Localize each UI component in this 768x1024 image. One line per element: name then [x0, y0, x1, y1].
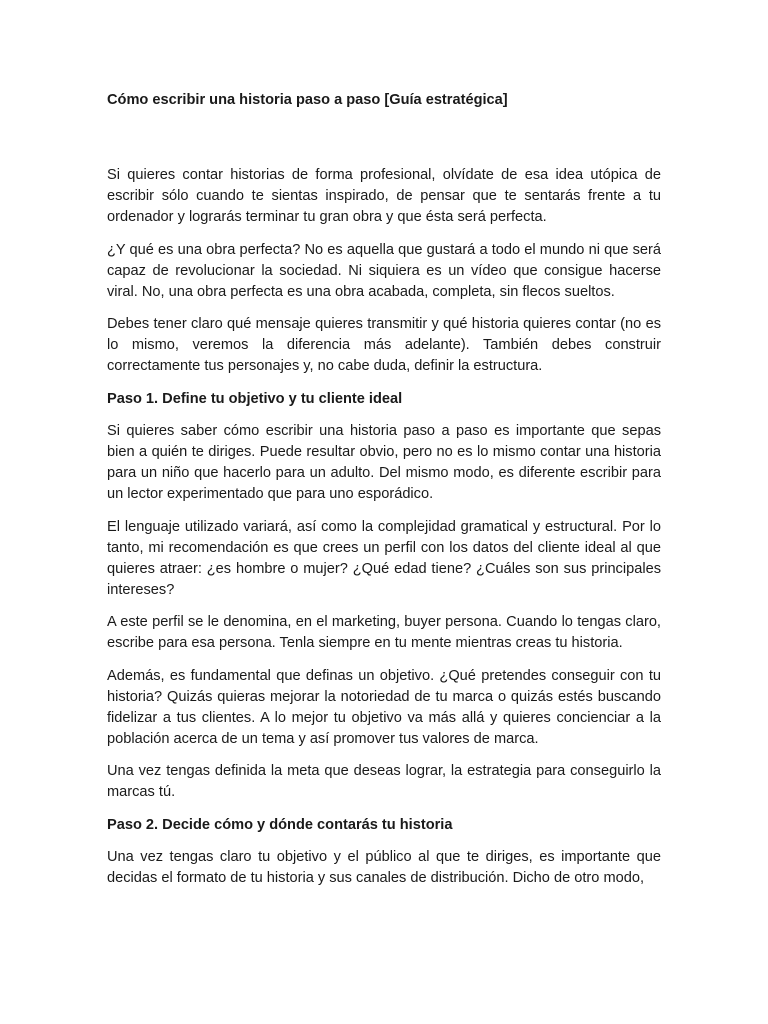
section-1-heading: Paso 1. Define tu objetivo y tu cliente ideal [107, 390, 403, 407]
intro-paragraph-2: ¿Y qué es una obra perfecta? No es aquella que gustará a todo el mundo ni que será capaz de revolucionar la sociedad. Ni siquiera es un vídeo que consigue hacerse viral. No, una obra perfecta es una obra acabada, completa, sin flecos sueltos. [107, 241, 661, 300]
section-1-paragraph-4: Además, es fundamental que definas un objetivo. ¿Qué pretendes conseguir con tu historia? Quizás quieras mejorar la notoriedad de tu marca o quizás estés buscando fidelizar a tus clientes. A lo mejor tu objetivo va más allá y quieres concienciar a la población acerca de un tema y así promover tus valores de marca. [107, 667, 661, 747]
intro-paragraph-3: Debes tener claro qué mensaje quieres transmitir y qué historia quieres contar (no es lo mismo, veremos la diferencia más adelante). También debes construir correctamente tus personajes y, no cabe duda, definir la estructura. [107, 316, 661, 374]
section-1-paragraph-3: A este perfil se le denomina, en el marketing, buyer persona. Cuando lo tengas claro, escribe para esa persona. Tenla siempre en tu mente mientras creas tu historia. [107, 614, 661, 651]
section-1-paragraph-5: Una vez tengas definida la meta que deseas lograr, la estrategia para conseguirlo la marcas tú. [107, 763, 661, 800]
section-2-paragraph-1: Una vez tengas claro tu objetivo y el público al que te diriges, es importante que decidas el formato de tu historia y sus canales de distribución. Dicho de otro modo, [107, 849, 661, 886]
section-1-paragraph-2: El lenguaje utilizado variará, así como la complejidad gramatical y estructural. Por lo tanto, mi recomendación es que crees un perfil con los datos del cliente ideal al que quieres atraer: ¿es hombre o mujer? ¿Qué edad tiene? ¿Cuáles son sus principales intereses? [107, 518, 661, 598]
document-body [107, 90, 661, 901]
section-2-heading: Paso 2. Decide cómo y dónde contarás tu historia [107, 816, 453, 833]
intro-paragraph-1: Si quieres contar historias de forma profesional, olvídate de esa idea utópica de escribir sólo cuando te sientas inspirado, de pensar que te sentarás frente a tu ordenador y lograrás terminar tu gran obra y que ésta será perfecta. [107, 167, 661, 225]
section-1-paragraph-1: Si quieres saber cómo escribir una historia paso a paso es importante que sepas bien a quién te diriges. Puede resultar obvio, pero no es lo mismo contar una historia para un niño que hacerlo para un adulto. Del mismo modo, es diferente escribir para un lector experimentado que para uno esporádico. [107, 423, 661, 502]
document-title: Cómo escribir una historia paso a paso [Guía estratégica] [107, 92, 508, 108]
